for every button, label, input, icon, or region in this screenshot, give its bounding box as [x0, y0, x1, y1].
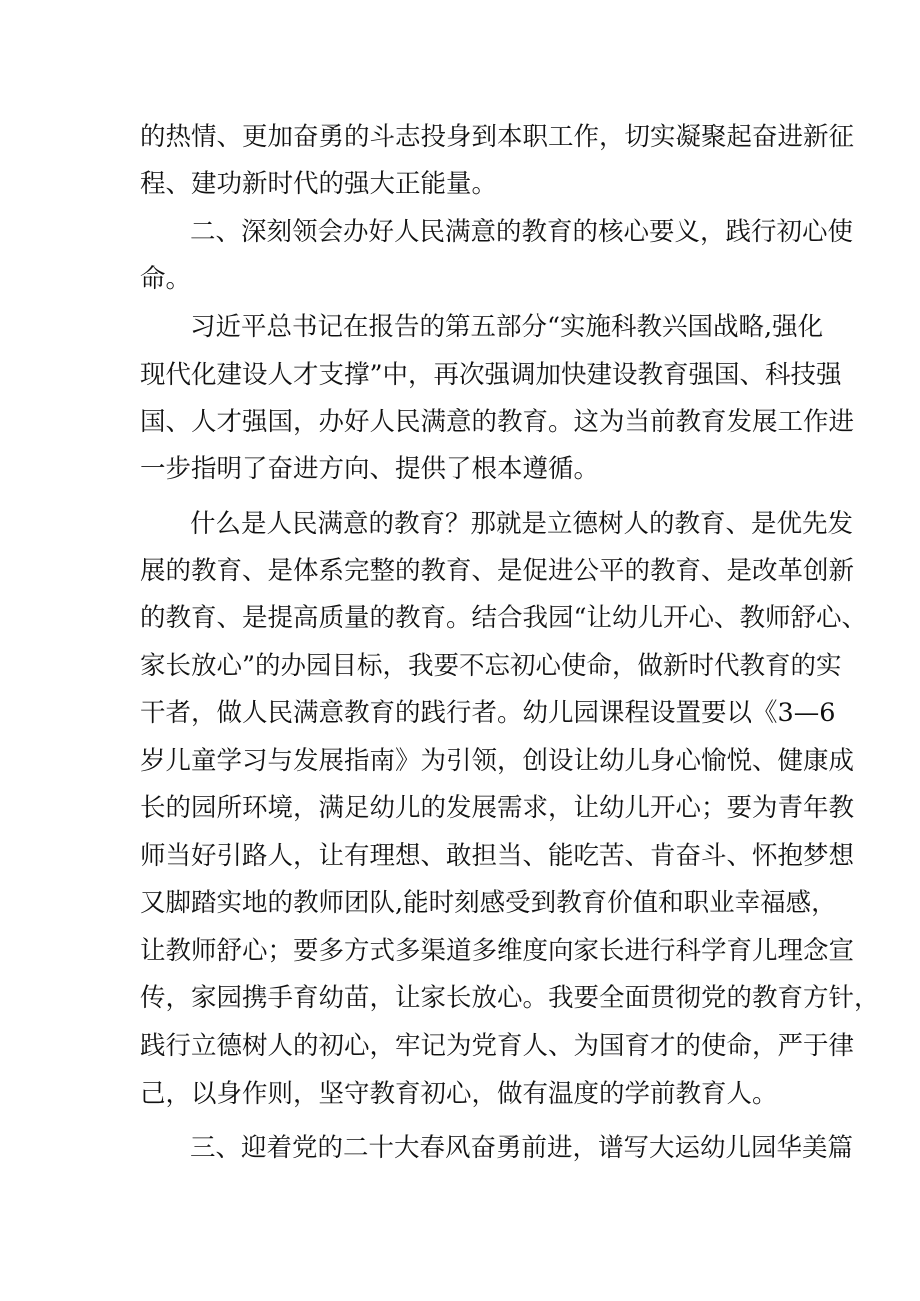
paragraph-line: 让教师舒心；要多方式多渠道多维度向家长进行科学育儿理念宣 [140, 936, 855, 966]
paragraph-line: 什么是人民满意的教育？那就是立德树人的教育、是优先发 [190, 509, 854, 539]
paragraph-line: 的热情、更加奋勇的斗志投身到本职工作，切实凝聚起奋进新征 [140, 122, 855, 152]
paragraph-line: 习近平总书记在报告的第五部分“实施科教兴国战略,强化 [190, 312, 824, 342]
paragraph-line: 师当好引路人，让有理想、敢担当、能吃苦、肯奋斗、怀抱梦想 [140, 841, 855, 871]
paragraph-line: 岁儿童学习与发展指南》为引领，创设让幼儿身心愉悦、健康成 [140, 746, 855, 776]
paragraph-line: 现代化建设人才支撑”中，再次强调加快建设教育强国、科技强 [140, 360, 842, 390]
section-heading-line: 二、深刻领会办好人民满意的教育的核心要义，践行初心使 [190, 217, 854, 247]
section-heading-line: 命。 [140, 264, 192, 294]
paragraph-line: 展的教育、是体系完整的教育、是促进公平的教育、是改革创新 [140, 556, 855, 586]
paragraph-line: 又脚踏实地的教师团队,能时刻感受到教育价值和职业幸福感， [140, 888, 837, 918]
section-heading-line: 三、迎着党的二十大春风奋勇前进，谱写大运幼儿园华美篇 [190, 1133, 854, 1163]
paragraph-line: 长的园所环境，满足幼儿的发展需求，让幼儿开心；要为青年教 [140, 793, 855, 823]
paragraph-line: 程、建功新时代的强大正能量。 [140, 169, 498, 199]
paragraph-line: 家长放心”的办园目标，我要不忘初心使命，做新时代教育的实 [140, 651, 842, 681]
paragraph-line: 一步指明了奋进方向、提供了根本遵循。 [140, 454, 600, 484]
paragraph-line: 的教育、是提高质量的教育。结合我园“让幼儿开心、教师舒心、 [140, 603, 868, 633]
paragraph-line: 国、人才强国，办好人民满意的教育。这为当前教育发展工作进 [140, 407, 855, 437]
paragraph-line: 干者，做人民满意教育的践行者。幼儿园课程设置要以《3—6 [140, 698, 836, 728]
paragraph-line: 己，以身作则，坚守教育初心，做有温度的学前教育人。 [140, 1079, 778, 1109]
paragraph-line: 践行立德树人的初心，牢记为党育人、为国育才的使命，严于律 [140, 1031, 855, 1061]
paragraph-line: 传，家园携手育幼苗，让家长放心。我要全面贯彻党的教育方针， [140, 983, 880, 1013]
